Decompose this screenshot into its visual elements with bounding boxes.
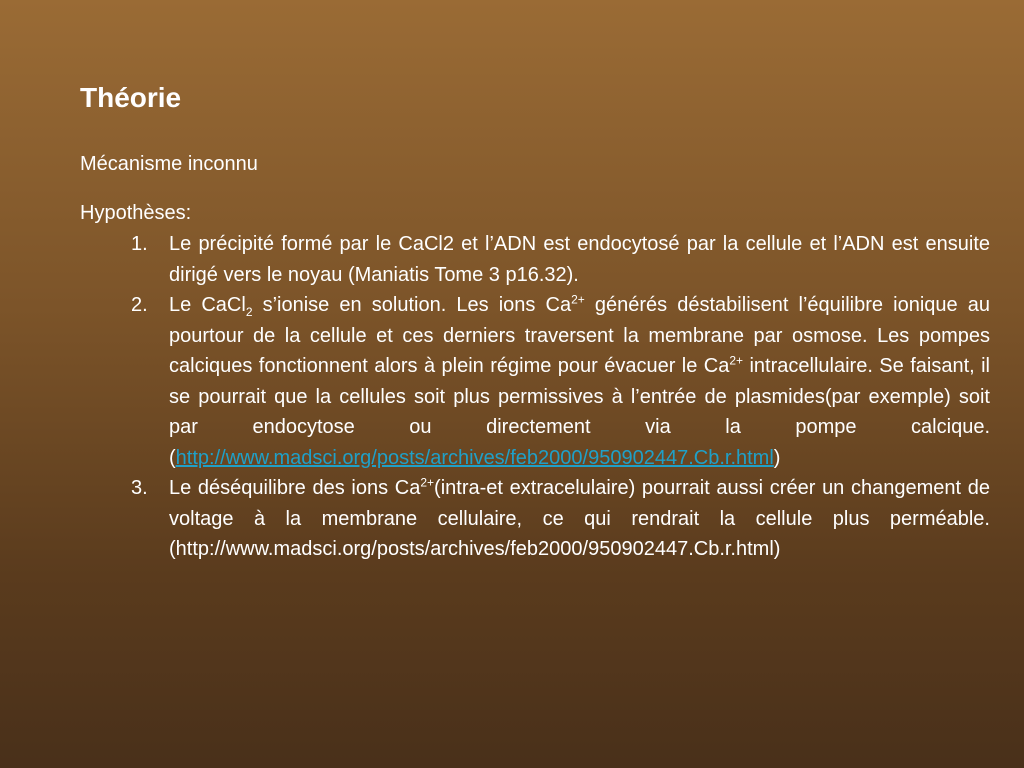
hypotheses-label: Hypothèses: [80, 202, 192, 224]
paren-close: ) [773, 446, 781, 469]
hypothesis-item-3 [80, 473, 990, 565]
ca-charge-superscript: 2+ [420, 475, 435, 490]
hypotheses-list [80, 229, 990, 565]
ca-charge-superscript: 2+ [729, 353, 744, 368]
hypothesis-item-1 [80, 229, 990, 290]
hypothesis-number-2: 2. [131, 294, 148, 316]
ca-charge-superscript: 2+ [571, 292, 585, 307]
mecanisme-text: Mécanisme inconnu [80, 153, 258, 175]
hypothesis-text-1: Le précipité formé par le CaCl2 et l’ADN est endocytosé par la cellule et l’ADN est ensuite dirigé vers le noyau (Maniatis Tome 3 p16.32). [169, 233, 990, 286]
hypothesis-2-text-part: Le CaCl [169, 294, 246, 316]
hypothesis-2-text-part: s’ionise en solution. Les ions Ca [252, 294, 572, 316]
hypothesis-text-2 [169, 290, 990, 473]
hypothesis-2-text-part: générés déstabilisent l’équilibre ionique au pourtour de la cellule et ces derniers traversent la membrane par osmose. Les pompes calciques fonctionnent alors à plein régime pour évacuer le Ca [169, 294, 990, 377]
hypothesis-number-1: 1. [131, 233, 148, 255]
reference-text: (http://www.madsci.org/posts/archives/feb2000/950902447.Cb.r.html) [169, 538, 781, 560]
madsci-reference-link[interactable]: http://www.madsci.org/posts/archives/feb2000/950902447.Cb.r.html [175, 446, 774, 469]
paren-open: ( [169, 446, 176, 469]
hypothesis-item-2 [80, 290, 990, 473]
hypothesis-3-text-part: Le déséquilibre des ions Ca [169, 477, 421, 499]
hypothesis-text-3 [169, 473, 990, 565]
slide-title: Théorie [80, 82, 182, 113]
hypothesis-3-text-part: (intra-et extracelulaire) pourrait aussi créer un changement de voltage à la membrane cellulaire, ce qui rendrait la cellule plus perméable. [169, 477, 991, 530]
hypothesis-2-text-part: intracellulaire. Se faisant, il se pourrait que la cellules soit plus permissives à l’entrée de plasmides(par exemple) soit par endocytose ou directement via la pompe calcique. [169, 355, 990, 438]
cacl2-subscript: 2 [245, 305, 253, 319]
hypothesis-number-3: 3. [131, 477, 148, 499]
